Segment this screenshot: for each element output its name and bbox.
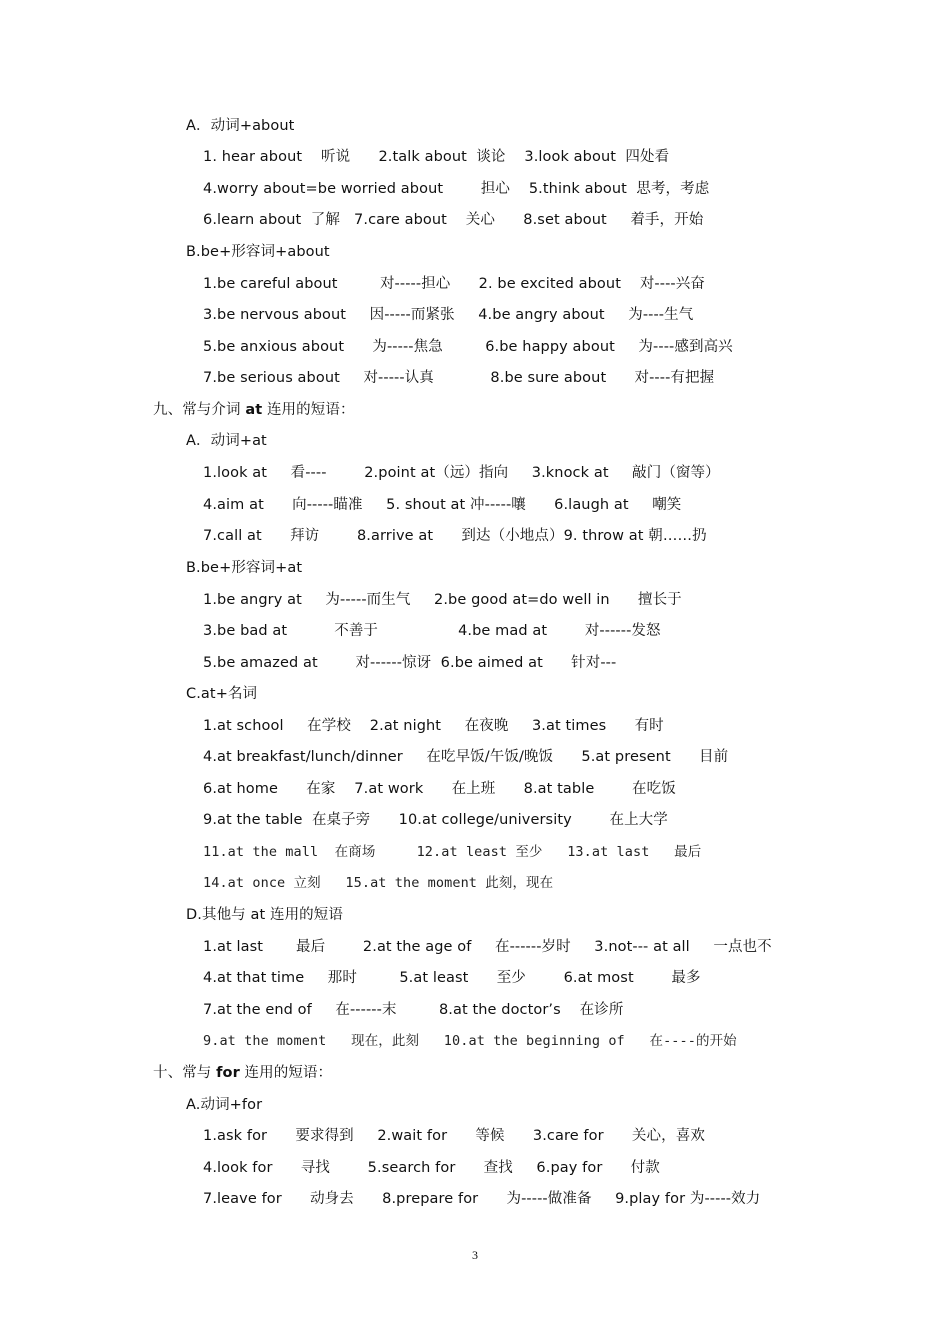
section-heading-keyword: for bbox=[216, 1065, 240, 1081]
phrase-line: 4.worry about=be worried about 担心 5.think about 思考，考虑 bbox=[203, 181, 710, 197]
heading-be-adj-at: B.be+形容词+at bbox=[186, 560, 303, 576]
phrase-line: 1.be angry at 为-----而生气 2.be good at=do well in 擅长于 bbox=[203, 592, 682, 608]
section-heading-suffix: 连用的短语： bbox=[239, 1065, 333, 1081]
phrase-line: 3.be nervous about 因-----而紧张 4.be angry about 为----生气 bbox=[203, 307, 694, 323]
heading-other-at: D.其他与 at 连用的短语 bbox=[186, 907, 343, 923]
phrase-line: 1.ask for 要求得到 2.wait for 等候 3.care for 关心，喜欢 bbox=[203, 1128, 705, 1144]
heading-verb-at: A．动词+at bbox=[186, 433, 267, 449]
phrase-line: 1.at last 最后 2.at the age of 在------岁时 3.not--- at all 一点也不 bbox=[203, 939, 772, 955]
section-heading-at bbox=[153, 394, 355, 426]
phrase-line: 11.at the mall 在商场 12.at least 至少 13.at last 最后 bbox=[203, 844, 702, 860]
phrase-line: 7.at the end of 在------末 8.at the doctor’s 在诊所 bbox=[203, 1002, 624, 1018]
phrase-line: 4.at that time 那时 5.at least 至少 6.at most 最多 bbox=[203, 970, 701, 986]
phrase-line: 7.call at 拜访 8.arrive at 到达（小地点）9. throw at 朝……扔 bbox=[203, 528, 707, 544]
heading-be-adj-about: B.be+形容词+about bbox=[186, 244, 330, 260]
section-heading-prefix: 十、常与 bbox=[153, 1065, 217, 1081]
phrase-line: 6.learn about 了解 7.care about 关心 8.set about 着手，开始 bbox=[203, 212, 704, 228]
phrase-line: 7.be serious about 对-----认真 8.be sure about 对----有把握 bbox=[203, 370, 715, 386]
phrase-line: 9.at the table 在桌子旁 10.at college/university 在上大学 bbox=[203, 812, 668, 828]
phrase-line: 6.at home 在家 7.at work 在上班 8.at table 在吃饭 bbox=[203, 781, 676, 797]
page-number: 3 bbox=[472, 1248, 478, 1262]
phrase-line: 5.be anxious about 为-----焦急 6.be happy about 为----感到高兴 bbox=[203, 339, 733, 355]
phrase-line: 3.be bad at 不善于 4.be mad at 对------发怒 bbox=[203, 623, 661, 639]
heading-verb-about: A．动词+about bbox=[186, 118, 295, 134]
section-heading-for bbox=[153, 1057, 332, 1089]
section-heading-prefix: 九、常与介词 bbox=[153, 402, 246, 418]
phrase-line: 5.be amazed at 对------惊讶 6.be aimed at 针对--- bbox=[203, 655, 617, 671]
phrase-line: 14.at once 立刻 15.at the moment 此刻，现在 bbox=[203, 875, 554, 891]
phrase-line: 4.at breakfast/lunch/dinner 在吃早饭/午饭/晚饭 5.at present 目前 bbox=[203, 749, 729, 765]
heading-verb-for: A.动词+for bbox=[186, 1097, 263, 1113]
section-heading-suffix: 连用的短语： bbox=[262, 402, 355, 418]
heading-at-noun: C.at+名词 bbox=[186, 686, 258, 702]
phrase-line: 1.at school 在学校 2.at night 在夜晚 3.at times 有时 bbox=[203, 718, 664, 734]
phrase-line: 7.leave for 动身去 8.prepare for 为-----做准备 9.play for 为-----效力 bbox=[203, 1191, 761, 1207]
phrase-line: 1.be careful about 对-----担心 2. be excited about 对----兴奋 bbox=[203, 276, 705, 292]
section-heading-keyword: at bbox=[245, 402, 263, 418]
phrase-line: 9.at the moment 现在，此刻 10.at the beginning of 在----的开始 bbox=[203, 1033, 737, 1049]
phrase-line: 1. hear about 听说 2.talk about 谈论 3.look about 四处看 bbox=[203, 149, 670, 165]
phrase-line: 4.look for 寻找 5.search for 查找 6.pay for 付款 bbox=[203, 1160, 660, 1176]
phrase-line: 4.aim at 向-----瞄准 5. shout at 冲-----嚷 6.laugh at 嘲笑 bbox=[203, 497, 682, 513]
phrase-line: 1.look at 看---- 2.point at（远）指向 3.knock at 敲门（窗等） bbox=[203, 465, 720, 481]
